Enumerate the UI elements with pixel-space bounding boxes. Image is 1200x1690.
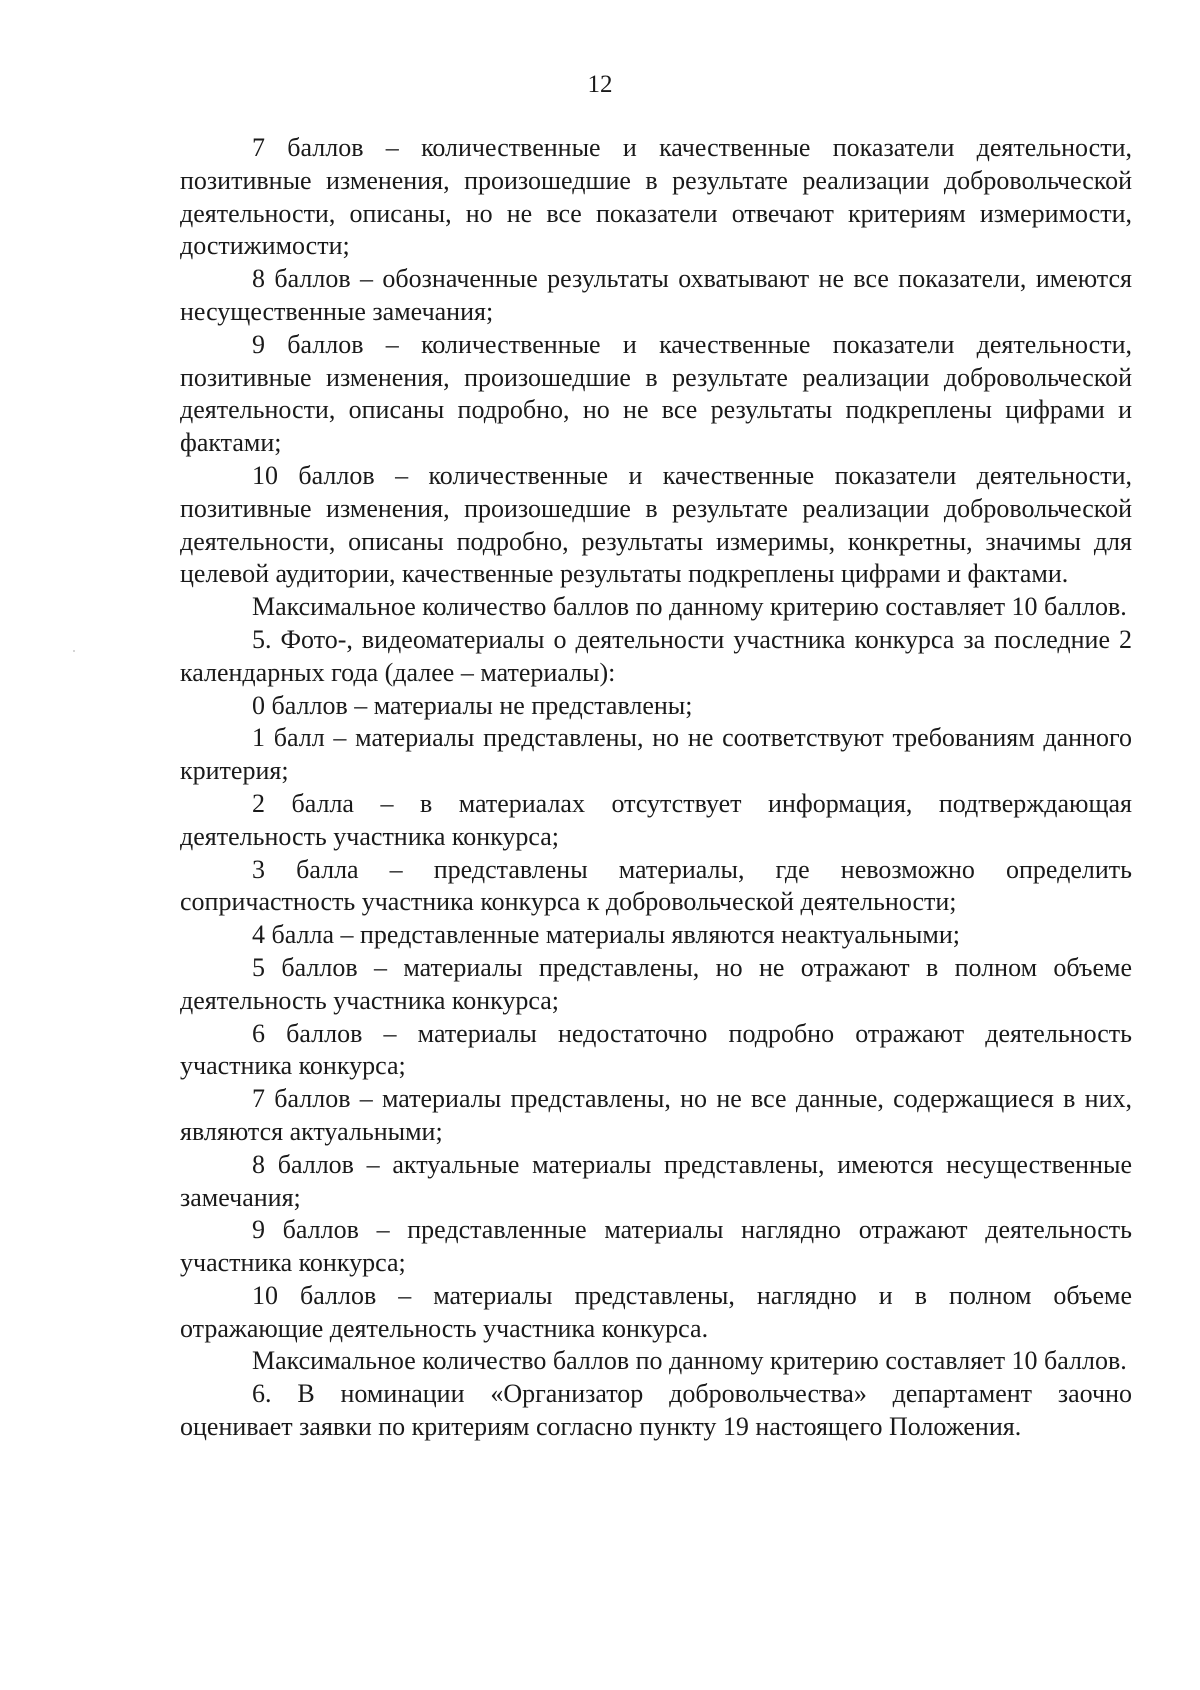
criterion-4-max-score: Максимальное количество баллов по данному критерию составляет 10 баллов. xyxy=(252,592,1127,622)
criterion-4-score-7: 7 баллов – количественные и качественные показатели деятельности, позитивные изменения, произошедшие в результате реализации добровольческой деятельности, описаны, но не все показатели отвечают критериям измеримости, достижимости; xyxy=(180,133,1132,261)
criterion-4-score-10: 10 баллов – количественные и качественные показатели деятельности, позитивные изменения, произошедшие в результате реализации добровольческой деятельности, описаны подробно, результаты измеримы, конкретны, значимы для целевой аудитории, качественные результаты подкреплены цифрами и фактами. xyxy=(180,460,1132,589)
page-number: 12 xyxy=(587,71,613,98)
criterion-5-score-7: 7 баллов – материалы представлены, но не все данные, содержащиеся в них, являются актуальными; xyxy=(180,1084,1132,1146)
criterion-5-score-9: 9 баллов – представленные материалы наглядно отражают деятельность участника конкурса; xyxy=(180,1215,1132,1278)
criterion-5-score-0: 0 баллов – материалы не представлены; xyxy=(252,690,693,720)
section-6-paragraph: 6. В номинации «Организатор добровольчества» департамент заочно оценивает заявки по критериям согласно пункту 19 настоящего Положения. xyxy=(180,1379,1132,1442)
criterion-5-score-5: 5 баллов – материалы представлены, но не отражают в полном объеме деятельность участника конкурса; xyxy=(180,952,1132,1015)
criterion-5-max-score: Максимальное количество баллов по данному критерию составляет 10 баллов. xyxy=(252,1346,1127,1376)
criterion-5-score-2: 2 балла – в материалах отсутствует информация, подтверждающая деятельность участника конкурса; xyxy=(180,788,1132,851)
criterion-5-score-3: 3 балла – представлены материалы, где невозможно определить сопричастность участника конкурса к добровольческой деятельности; xyxy=(180,854,1132,917)
criterion-4-score-9: 9 баллов – количественные и качественные показатели деятельности, позитивные изменения, произошедшие в результате реализации добровольческой деятельности, описаны подробно, но не все результаты подкреплены цифрами и фактами; xyxy=(180,329,1132,458)
document-body xyxy=(180,132,1132,1444)
criterion-5-score-8: 8 баллов – актуальные материалы представлены, имеются несущественные замечания; xyxy=(180,1149,1132,1212)
criterion-5-heading: 5. Фото-, видеоматериалы о деятельности участника конкурса за последние 2 календарных года (далее – материалы): xyxy=(180,624,1132,687)
scan-artifact xyxy=(73,650,75,652)
criterion-5-score-4: 4 балла – представленные материалы являются неактуальными; xyxy=(252,920,960,950)
criterion-5-score-10: 10 баллов – материалы представлены, наглядно и в полном объеме отражающие деятельность участника конкурса. xyxy=(180,1280,1132,1343)
criterion-5-score-6: 6 баллов – материалы недостаточно подробно отражают деятельность участника конкурса; xyxy=(180,1018,1132,1081)
criterion-4-score-8: 8 баллов – обозначенные результаты охватывают не все показатели, имеются несущественные замечания; xyxy=(180,264,1132,326)
criterion-5-score-1: 1 балл – материалы представлены, но не соответствуют требованиям данного критерия; xyxy=(180,723,1132,786)
